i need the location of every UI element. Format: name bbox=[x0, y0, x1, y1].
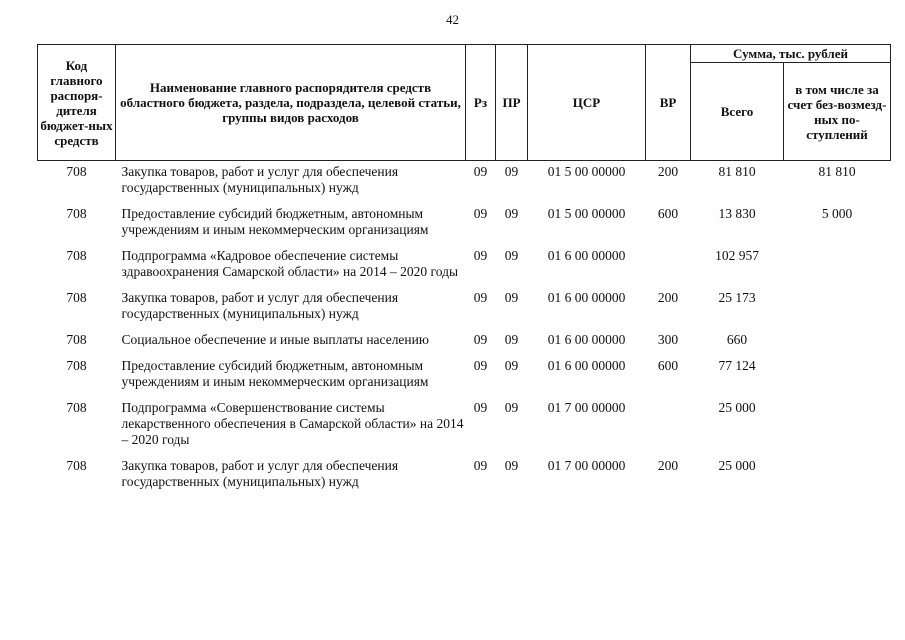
budget-table bbox=[37, 44, 891, 500]
cell-pr: 09 bbox=[504, 164, 519, 179]
cell-name: Социальное обеспечение и иные выплаты населению bbox=[121, 332, 429, 347]
cell-csr: 01 6 00 00000 bbox=[547, 248, 626, 263]
cell-total: 25 173 bbox=[718, 290, 756, 305]
cell-code: 708 bbox=[66, 400, 87, 415]
cell-incl: 5 000 bbox=[821, 206, 853, 221]
cell-csr: 01 7 00 00000 bbox=[547, 458, 626, 473]
cell-vr bbox=[646, 400, 691, 458]
cell-total: 25 000 bbox=[718, 458, 756, 473]
table-row bbox=[38, 206, 891, 248]
cell-incl bbox=[784, 358, 891, 400]
table-row bbox=[38, 458, 891, 500]
header-name: Наименование главного распорядителя средств областного бюджета, раздела, подраздела, целевой статьи, группы видов расходов bbox=[116, 45, 466, 161]
cell-name: Подпрограмма «Совершенствование системы лекарственного обеспечения в Самарской области» на 2014 – 2020 годы bbox=[121, 400, 464, 447]
cell-incl: 81 810 bbox=[818, 164, 856, 179]
cell-incl bbox=[784, 458, 891, 500]
cell-vr: 600 bbox=[657, 206, 679, 221]
cell-code: 708 bbox=[66, 358, 87, 373]
cell-total: 660 bbox=[726, 332, 748, 347]
cell-name: Предоставление субсидий бюджетным, автономным учреждениям и иным некоммерческим организациям bbox=[121, 206, 429, 237]
header-rz: Рз bbox=[466, 45, 496, 161]
cell-rz: 09 bbox=[473, 458, 488, 473]
cell-code: 708 bbox=[66, 164, 87, 179]
cell-total: 25 000 bbox=[718, 400, 756, 415]
cell-vr: 300 bbox=[657, 332, 679, 347]
page-number: 42 bbox=[446, 12, 459, 27]
cell-code: 708 bbox=[66, 248, 87, 263]
header-csr: ЦСР bbox=[528, 45, 646, 161]
cell-pr: 09 bbox=[504, 206, 519, 221]
cell-pr: 09 bbox=[504, 248, 519, 263]
cell-vr: 600 bbox=[657, 358, 679, 373]
header-incl: в том числе за счет без-возмезд-ных по-ступлений bbox=[784, 63, 891, 161]
cell-csr: 01 5 00 00000 bbox=[547, 164, 626, 179]
cell-csr: 01 6 00 00000 bbox=[547, 332, 626, 347]
cell-incl bbox=[784, 400, 891, 458]
cell-total: 102 957 bbox=[715, 248, 759, 263]
cell-csr: 01 6 00 00000 bbox=[547, 290, 626, 305]
header-code: Код главного распоря-дителя бюджет-ных средств bbox=[38, 45, 116, 161]
table-row bbox=[38, 161, 891, 207]
cell-name: Предоставление субсидий бюджетным, автономным учреждениям и иным некоммерческим организациям bbox=[121, 358, 429, 389]
cell-name: Закупка товаров, работ и услуг для обеспечения государственных (муниципальных) нужд bbox=[121, 290, 399, 321]
table-row bbox=[38, 290, 891, 332]
cell-name: Подпрограмма «Кадровое обеспечение системы здравоохранения Самарской области» на 2014 – 2020 годы bbox=[121, 248, 459, 279]
cell-rz: 09 bbox=[473, 400, 488, 415]
cell-incl bbox=[784, 290, 891, 332]
cell-incl bbox=[784, 248, 891, 290]
cell-total: 77 124 bbox=[718, 358, 756, 373]
table-row bbox=[38, 358, 891, 400]
cell-name: Закупка товаров, работ и услуг для обеспечения государственных (муниципальных) нужд bbox=[121, 458, 399, 489]
cell-rz: 09 bbox=[473, 290, 488, 305]
header-sum: Сумма, тыс. рублей bbox=[691, 45, 891, 63]
cell-pr: 09 bbox=[504, 290, 519, 305]
cell-code: 708 bbox=[66, 332, 87, 347]
cell-pr: 09 bbox=[504, 332, 519, 347]
cell-vr bbox=[646, 248, 691, 290]
cell-pr: 09 bbox=[504, 458, 519, 473]
cell-code: 708 bbox=[66, 290, 87, 305]
cell-code: 708 bbox=[66, 458, 87, 473]
table-row bbox=[38, 400, 891, 458]
header-pr: ПР bbox=[496, 45, 528, 161]
table-row bbox=[38, 332, 891, 358]
cell-csr: 01 7 00 00000 bbox=[547, 400, 626, 415]
header-total: Всего bbox=[691, 63, 784, 161]
header-vr: ВР bbox=[646, 45, 691, 161]
cell-rz: 09 bbox=[473, 164, 488, 179]
cell-name: Закупка товаров, работ и услуг для обеспечения государственных (муниципальных) нужд bbox=[121, 164, 399, 195]
table-row bbox=[38, 248, 891, 290]
cell-rz: 09 bbox=[473, 358, 488, 373]
cell-total: 13 830 bbox=[718, 206, 756, 221]
cell-csr: 01 6 00 00000 bbox=[547, 358, 626, 373]
cell-vr: 200 bbox=[657, 164, 679, 179]
cell-total: 81 810 bbox=[718, 164, 756, 179]
cell-pr: 09 bbox=[504, 400, 519, 415]
cell-rz: 09 bbox=[473, 248, 488, 263]
cell-vr: 200 bbox=[657, 290, 679, 305]
table-body bbox=[38, 161, 891, 501]
cell-csr: 01 5 00 00000 bbox=[547, 206, 626, 221]
cell-rz: 09 bbox=[473, 206, 488, 221]
cell-pr: 09 bbox=[504, 358, 519, 373]
cell-incl bbox=[784, 332, 891, 358]
header-row bbox=[38, 45, 891, 63]
cell-rz: 09 bbox=[473, 332, 488, 347]
cell-vr: 200 bbox=[657, 458, 679, 473]
cell-code: 708 bbox=[66, 206, 87, 221]
